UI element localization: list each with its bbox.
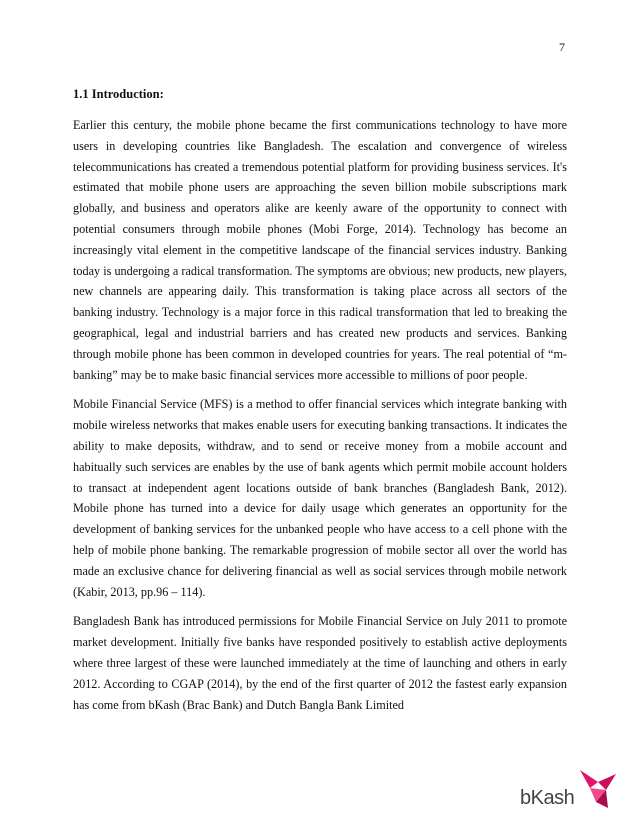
paragraph-mfs: Mobile Financial Service (MFS) is a method to offer financial services which integrate banking with mobile wireless networks that makes enable users for executing banking transactions. It indicates the ability to make deposits, withdraw, and to send or receive money from a mobile account and habitually such services are enables by the use of bank agents which permit mobile account holders to transact at independent agent locations outside of bank branches (Bangladesh Bank, 2012). Mobile phone has turned into a device for daily usage which generates an opportunity for the development of banking services for the unbanked people who have access to a cell phone with the help of mobile phone banking. The remarkable progression of mobile sector all over the world has made an exclusive chance for delivering financial as well as social services through mobile network (Kabir, 2013, pp.96 – 114). <box>73 397 567 599</box>
body-text <box>73 115 567 724</box>
page-number: 7 <box>559 40 565 54</box>
paragraph-bangladesh-bank: Bangladesh Bank has introduced permissions for Mobile Financial Service on July 2011 to promote market development. Initially five banks have responded positively to establish active deployments where three largest of these were launched immediately at the time of launching and others in early 2012. According to CGAP (2014), by the end of the first quarter of 2012 the fastest early expansion has come from bKash (Brac Bank) and Dutch Bangla Bank Limited <box>73 614 567 712</box>
logo-text: bKash <box>520 787 575 809</box>
paragraph-introduction: Earlier this century, the mobile phone became the first communications technology to have more users in developing countries like Bangladesh. The escalation and convergence of wireless telecommunications has created a tremendous potential platform for providing business services. It's estimated that mobile phone users are approaching the seven billion mobile subscriptions mark globally, and business and operators alike are keenly aware of the opportunity to connect with potential consumers through mobile phones (Mobi Forge, 2014). Technology has become an increasingly vital element in the competitive landscape of the financial services industry. Banking today is undergoing a radical transformation. The symptoms are obvious; new products, new players, new channels are appearing daily. This transformation is taking place across all sectors of the banking industry. Technology is a major force in this radical transformation that led to breaking the geographical, legal and industrial barriers and has created new products and services. Banking through mobile phone has been common in developed countries for years. The real potential of “m-banking” may be to make basic financial services more accessible to millions of poor people. <box>73 118 567 382</box>
bird-icon <box>576 766 620 810</box>
section-heading: 1.1 Introduction: <box>73 87 164 101</box>
bkash-logo <box>514 766 624 816</box>
